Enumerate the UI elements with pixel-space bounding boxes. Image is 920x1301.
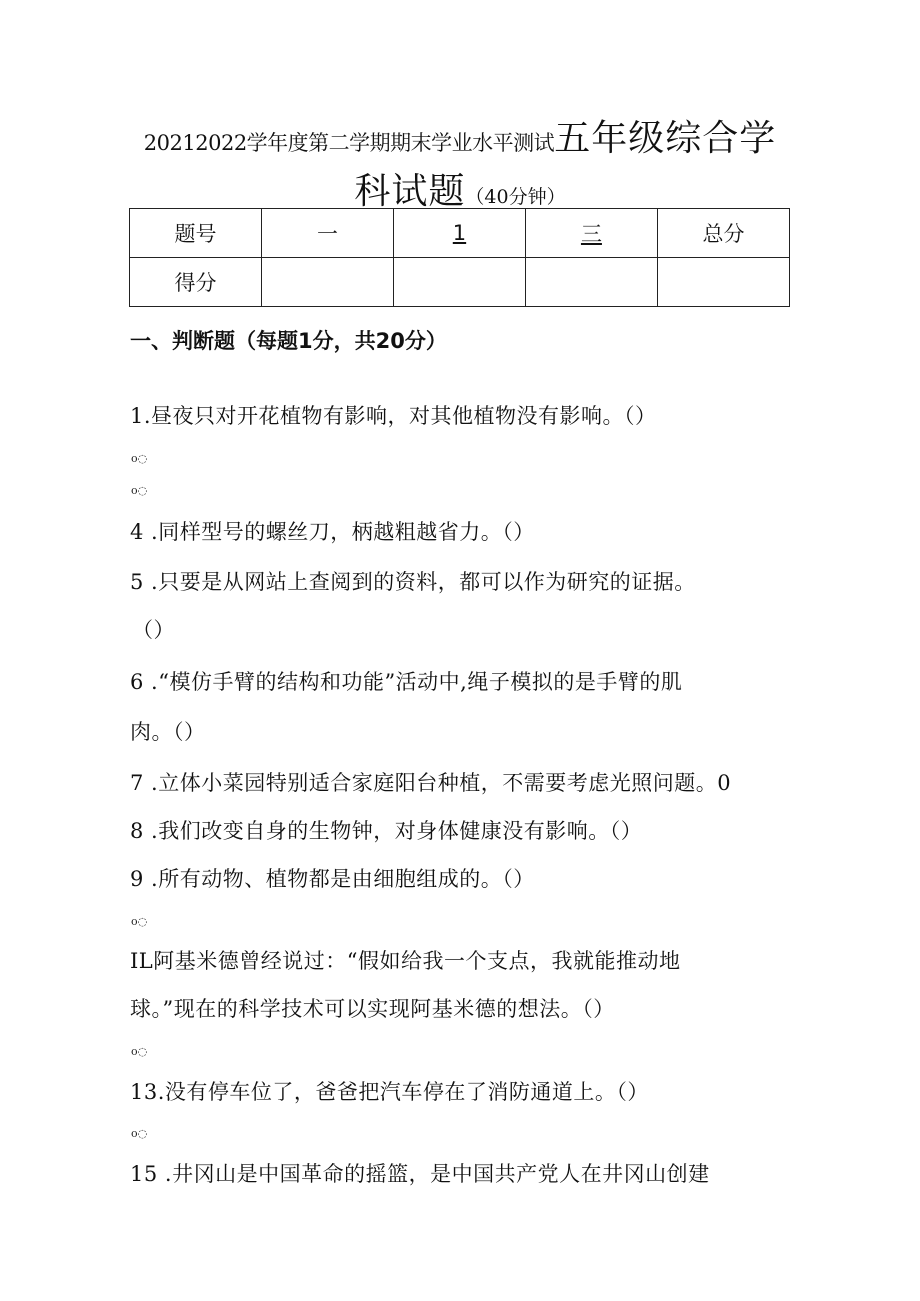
title-subject-continued: 科试题 xyxy=(354,171,466,212)
question-item: 15 .井冈山是中国革命的摇篮，是中国共产党人在井冈山创建 xyxy=(130,1162,710,1186)
stray-mark: o◌ xyxy=(131,484,148,497)
question-item: 9 .所有动物、植物都是由细胞组成的。（） xyxy=(130,867,535,891)
score-table-header-cell: 1 xyxy=(394,209,526,258)
score-cell[interactable] xyxy=(657,258,789,307)
score-table-header-cell: 一 xyxy=(262,209,394,258)
score-table-header-cell: 总分 xyxy=(657,209,789,258)
question-item: 13.没有停车位了，爸爸把汽车停在了消防通道上。（） xyxy=(130,1080,649,1104)
question-item: 6 .“模仿手臂的结构和功能”活动中,绳子模拟的是手臂的肌 xyxy=(130,670,683,694)
question-item: 5 .只要是从网站上查阅到的资料，都可以作为研究的证据。 xyxy=(130,570,696,594)
title-grade-subject: 五年级综合学 xyxy=(554,118,777,159)
score-row-label: 得分 xyxy=(130,258,262,307)
section-heading: 一、判断题（每题1分，共20分） xyxy=(130,329,447,353)
score-table-header-cell: 题号 xyxy=(130,209,262,258)
score-table-header-row xyxy=(130,209,790,258)
page-title-line2 xyxy=(0,163,920,214)
score-cell[interactable] xyxy=(262,258,394,307)
stray-mark: o◌ xyxy=(131,1127,148,1140)
question-item-continued: （） xyxy=(132,618,175,642)
stray-mark: o◌ xyxy=(131,452,148,465)
title-duration: （40分钟） xyxy=(465,186,566,208)
title-exam-name: 20212022学年度第二学期期末学业水平测试 xyxy=(143,131,555,155)
question-item-continued: 球。”现在的科学技术可以实现阿基米德的想法。（） xyxy=(130,997,615,1021)
question-item: 4 .同样型号的螺丝刀，柄越粗越省力。（） xyxy=(130,520,535,544)
score-cell[interactable] xyxy=(525,258,657,307)
page-title-line1 xyxy=(0,110,920,161)
question-item-continued: 肉。（） xyxy=(130,720,206,744)
score-table-score-row xyxy=(130,258,790,307)
question-item: 1.昼夜只对开花植物有影响，对其他植物没有影响。（） xyxy=(130,404,657,428)
stray-mark: o◌ xyxy=(131,915,148,928)
score-table-header-cell: 三 xyxy=(525,209,657,258)
stray-mark: o◌ xyxy=(131,1045,148,1058)
score-table xyxy=(129,208,790,307)
score-cell[interactable] xyxy=(394,258,526,307)
question-item: 8 .我们改变自身的生物钟，对身体健康没有影响。（） xyxy=(130,819,643,843)
question-item: IL阿基米德曾经说过：“假如给我一个支点，我就能推动地 xyxy=(130,949,681,973)
question-item: 7 .立体小菜园特别适合家庭阳台种植，不需要考虑光照问题。0 xyxy=(130,771,732,795)
